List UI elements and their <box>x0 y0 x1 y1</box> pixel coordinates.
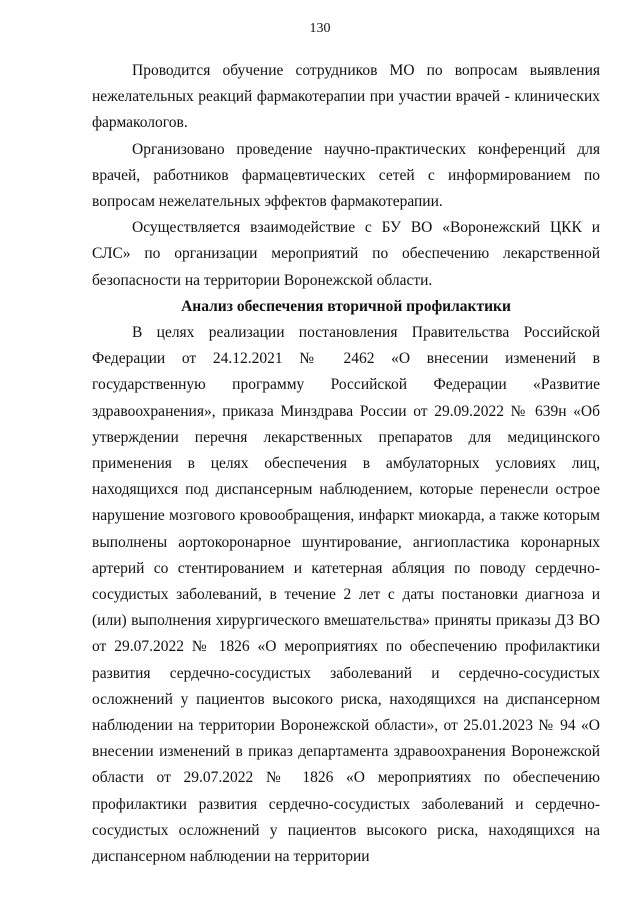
page-number: 130 <box>309 21 331 36</box>
document-body <box>92 58 600 870</box>
paragraph-cooperation: Осуществляется взаимодействие с БУ ВО «Воронежский ЦКК и СЛС» по организации мероприятий по обеспечению лекарственной безопасности на территории Воронежской области. <box>92 219 600 289</box>
paragraph-conferences: Организовано проведение научно-практических конференций для врачей, работников фармацевтических сетей с информированием по вопросам нежелательных эффектов фармакотерапии. <box>92 140 600 211</box>
section-heading: Анализ обеспечения вторичной профилактики <box>181 297 511 315</box>
paragraph-staff-training: Проводится обучение сотрудников МО по вопросам выявления нежелательных реакций фармакотерапии при участии врачей - клинических фармакологов. <box>92 62 600 132</box>
paragraph-secondary-prevention: В целях реализации постановления Правительства Российской Федерации от 24.12.2021 № 2462 «О внесении изменений в государственную программу Российской Федерации «Развитие здравоохранения», приказа Минздрава России от 29.09.2022 № 639н «Об утверждении перечня лекарственных препаратов для медицинского применения в целях обеспечения в амбулаторных условиях лиц, находящихся под диспансерным наблюдением, которые перенесли острое нарушение мозгового кровообращения, инфаркт миокарда, а также которым выполнены аортокоронарное шунтирование, ангиопластика коронарных артерий со стентированием и катетерная абляция по поводу сердечно-сосудистых заболеваний, в течение 2 лет с даты постановки диагноза и (или) выполнения хирургического вмешательства» приняты приказы ДЗ ВО от 29.07.2022 № 1826 «О мероприятиях по обеспечению профилактики развития сердечно-сосудистых заболеваний и сердечно-сосудистых осложнений у пациентов высокого риска, находящихся на диспансерном наблюдении на территории Воронежской области», от 25.01.2023 № 94 «О внесении изменений в приказ департамента здравоохранения Воронежской области от 29.07.2022 № 1826 «О мероприятиях по обеспечению профилактики развития сердечно-сосудистых заболеваний и сердечно-сосудистых осложнений у пациентов высокого риска, находящихся на диспансерном наблюдении на территории <box>92 324 600 866</box>
